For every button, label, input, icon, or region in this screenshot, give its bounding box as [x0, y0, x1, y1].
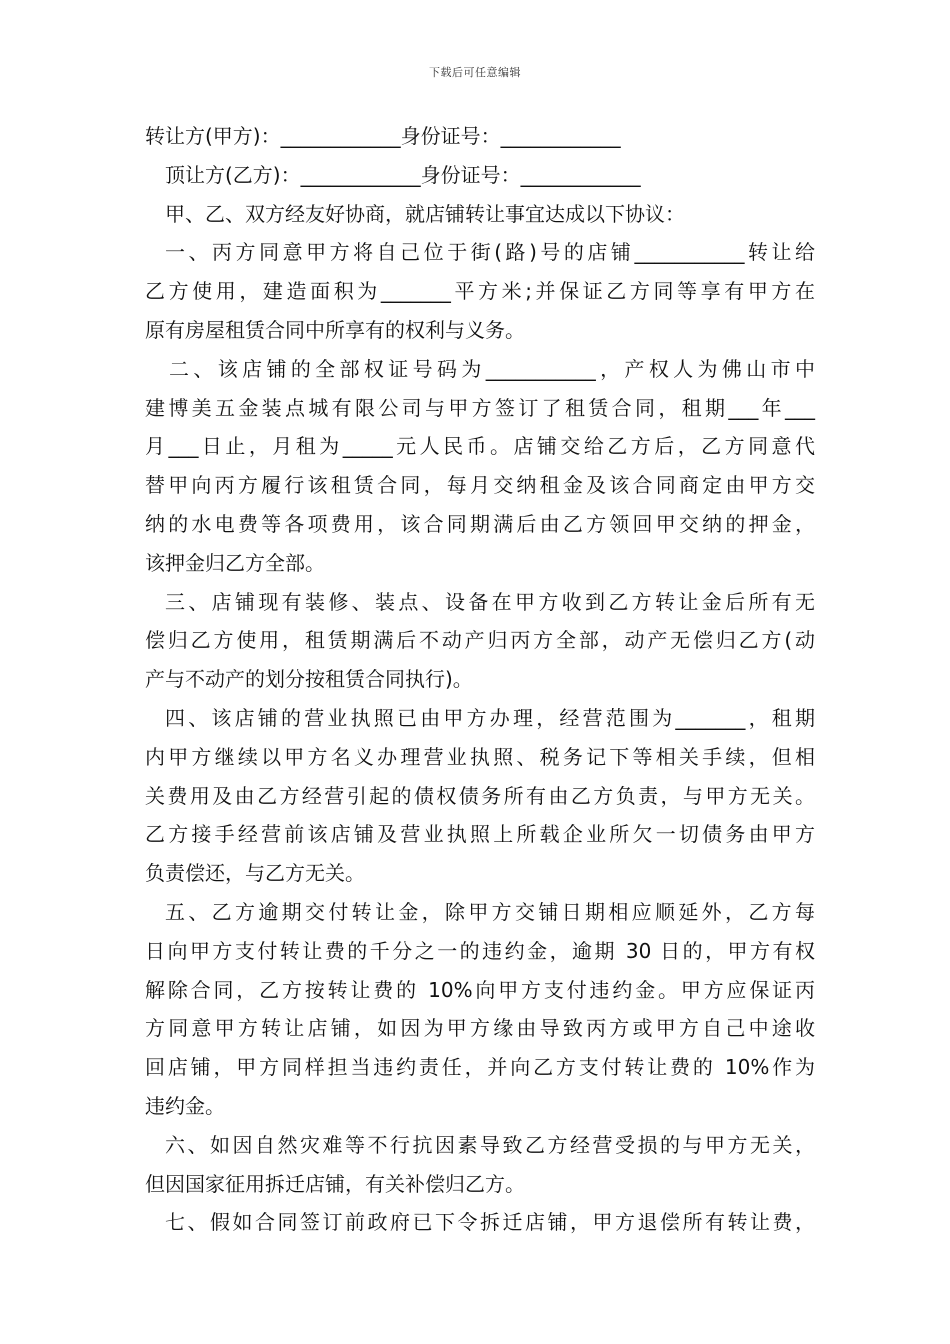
document-line: 顶让方(乙方)：____________身份证号：____________	[165, 162, 641, 187]
document-line: 六、如因自然灾难等不行抗因素导致乙方经营受损的与甲方无关，	[165, 1132, 815, 1157]
document-line: 转让方(甲方)：____________身份证号：____________	[145, 124, 621, 148]
document-line: 乙方接手经营前该店铺及营业执照上所载企业所欠一切债务由甲方	[145, 822, 815, 847]
document-line: 关费用及由乙方经营引起的债权债务所有由乙方负责，与甲方无关。	[145, 783, 815, 808]
document-line: 纳的水电费等各项费用，该合同期满后由乙方领回甲交纳的押金，	[145, 511, 815, 536]
document-line: 负责偿还，与乙方无关。	[145, 861, 365, 886]
document-line: 月___日止，月租为_____元人民币。店铺交给乙方后，乙方同意代	[145, 434, 815, 459]
document-line: 方同意甲方转让店铺，如因为甲方缘由导致丙方或甲方自己中途收	[145, 1016, 815, 1041]
document-body	[145, 117, 815, 1242]
document-line: 四、该店铺的营业执照已由甲方办理，经营范围为_______，租期	[165, 705, 815, 730]
document-line: 甲、乙、双方经友好协商，就店铺转让事宜达成以下协议：	[165, 201, 685, 226]
document-line: 回店铺，甲方同样担当违约责任，并向乙方支付转让费的 10%作为	[145, 1055, 815, 1080]
document-line: 日向甲方支付转让费的千分之一的违约金，逾期 30 日的，甲方有权	[145, 938, 815, 963]
document-line: 解除合同，乙方按转让费的 10%向甲方支付违约金。甲方应保证丙	[145, 977, 815, 1002]
document-line: 替甲向丙方履行该租赁合同，每月交纳租金及该合同商定由甲方交	[145, 473, 815, 498]
document-line: 二、该店铺的全部权证号码为___________，产权人为佛山市中	[169, 356, 815, 381]
document-line: 但因国家征用拆迁店铺，有关补偿归乙方。	[145, 1171, 525, 1196]
document-line: 七、假如合同签订前政府已下令拆迁店铺，甲方退偿所有转让费，	[165, 1210, 815, 1235]
document-line: 一、丙方同意甲方将自己位于街(路)号的店铺___________转让给	[165, 240, 815, 265]
document-line: 该押金归乙方全部。	[145, 550, 325, 575]
document-line: 内甲方继续以甲方名义办理营业执照、税务记下等相关手续，但相	[145, 744, 815, 769]
document-line: 原有房屋租赁合同中所享有的权利与义务。	[145, 317, 525, 342]
document-line: 三、店铺现有装修、装点、设备在甲方收到乙方转让金后所有无	[165, 589, 815, 614]
document-line: 偿归乙方使用，租赁期满后不动产归丙方全部，动产无偿归乙方(动	[145, 628, 815, 653]
document-line: 建博美五金装点城有限公司与甲方签订了租赁合同，租期___年___	[145, 395, 815, 420]
document-line: 产与不动产的划分按租赁合同执行)。	[145, 667, 473, 692]
document-line: 五、乙方逾期交付转让金，除甲方交铺日期相应顺延外，乙方每	[165, 899, 815, 924]
document-line: 乙方使用，建造面积为_______平方米;并保证乙方同等享有甲方在	[145, 279, 815, 304]
document-line: 违约金。	[145, 1093, 225, 1118]
page-header: 下载后可任意编辑	[429, 66, 521, 79]
